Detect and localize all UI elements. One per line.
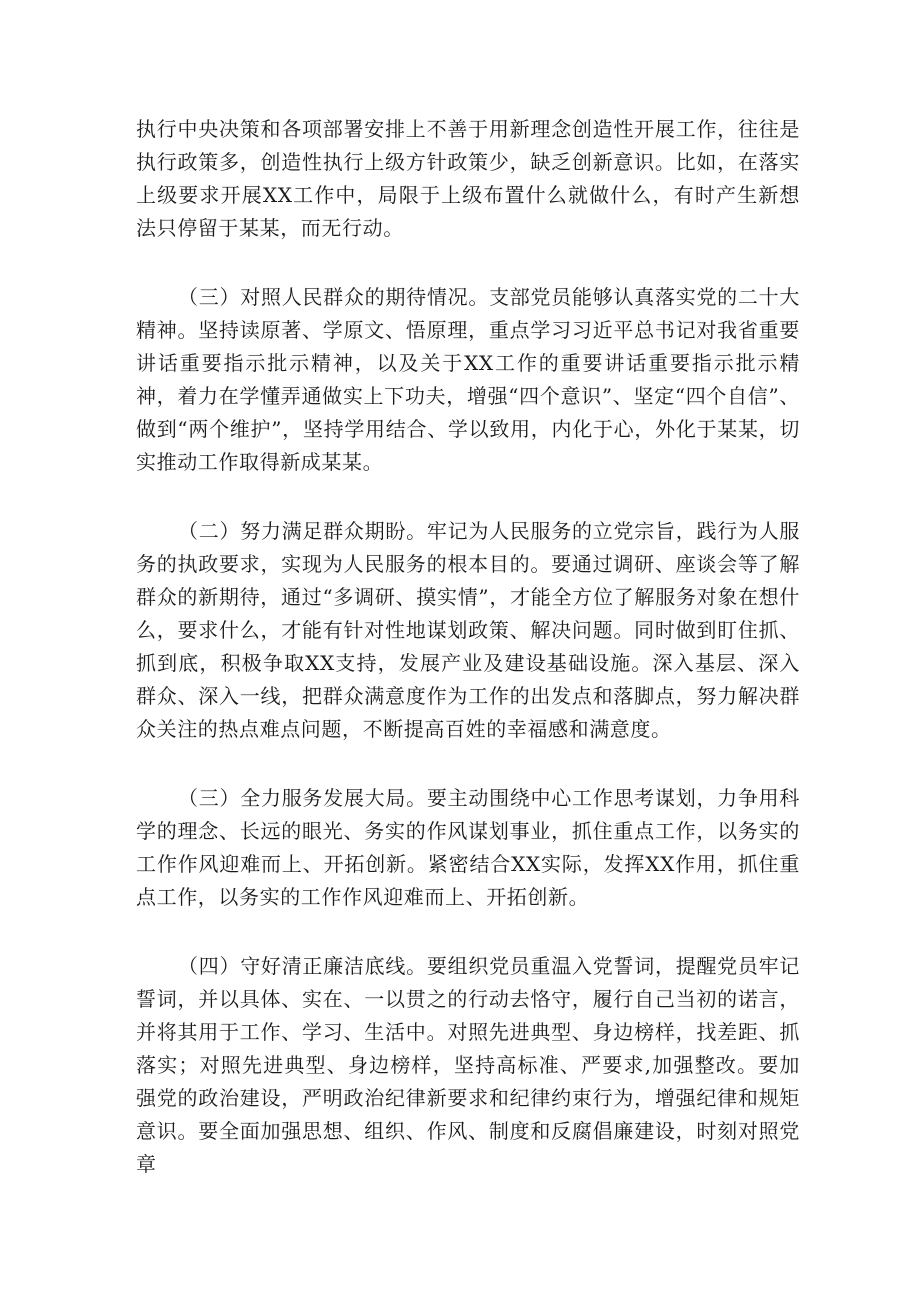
paragraph-section-three-serve-development: （三）全力服务发展大局。要主动围绕中心工作思考谋划，力争用科学的理念、长远的眼光、务实的作风谋划事业，抓住重点工作，以务实的工作作风迎难而上、开拓创新。紧密结合XX实际，发挥XX作用，抓住重点工作，以务实的工作作风迎难而上、开拓创新。	[136, 786, 800, 909]
paragraph-continuation: 执行中央决策和各项部署安排上不善于用新理念创造性开展工作，往往是执行政策多，创造性执行上级方针政策少，缺乏创新意识。比如，在落实上级要求开展XX工作中，局限于上级布置什么就做什么，有时产生新想法只停留于某某，而无行动。	[136, 117, 800, 240]
paragraph-section-two-meet-expectations: （二）努力满足群众期盼。牢记为人民服务的立党宗旨，践行为人服务的执政要求，实现为人民服务的根本目的。要通过调研、座谈会等了解群众的新期待，通过“多调研、摸实情”，才能全方位了解服务对象在想什么，要求什么，才能有针对性地谋划政策、解决问题。同时做到盯住抓、抓到底，积极争取XX支持，发展产业及建设基础设施。深入基层、深入群众、深入一线，把群众满意度作为工作的出发点和落脚点，努力解决群众关注的热点难点问题，不断提高百姓的幸福感和满意度。	[136, 519, 800, 741]
paragraph-section-three-expectations: （三）对照人民群众的期待情况。支部党员能够认真落实党的二十大精神。坚持读原著、学原文、悟原理，重点学习习近平总书记对我省重要讲话重要指示批示精神，以及关于XX工作的重要讲话重要指示批示精神，着力在学懂弄通做实上下功夫，增强“四个意识”、坚定“四个自信”、做到“两个维护”，坚持学用结合、学以致用，内化于心，外化于某某，切实推动工作取得新成某某。	[136, 285, 800, 474]
document-body	[136, 113, 800, 1181]
paragraph-section-four-integrity: （四）守好清正廉洁底线。要组织党员重温入党誓词，提醒党员牢记誓词，并以具体、实在、一以贯之的行动去恪守，履行自己当初的诺言，并将其用于工作、学习、生活中。对照先进典型、身边榜样，找差距、抓落实；对照先进典型、身边榜样，坚持高标准、严要求,加强整改。要加强党的政治建设，严明政治纪律新要求和纪律约束行为，增强纪律和规矩意识。要全面加强思想、组织、作风、制度和反腐倡廉建设，时刻对照党章	[136, 954, 800, 1176]
